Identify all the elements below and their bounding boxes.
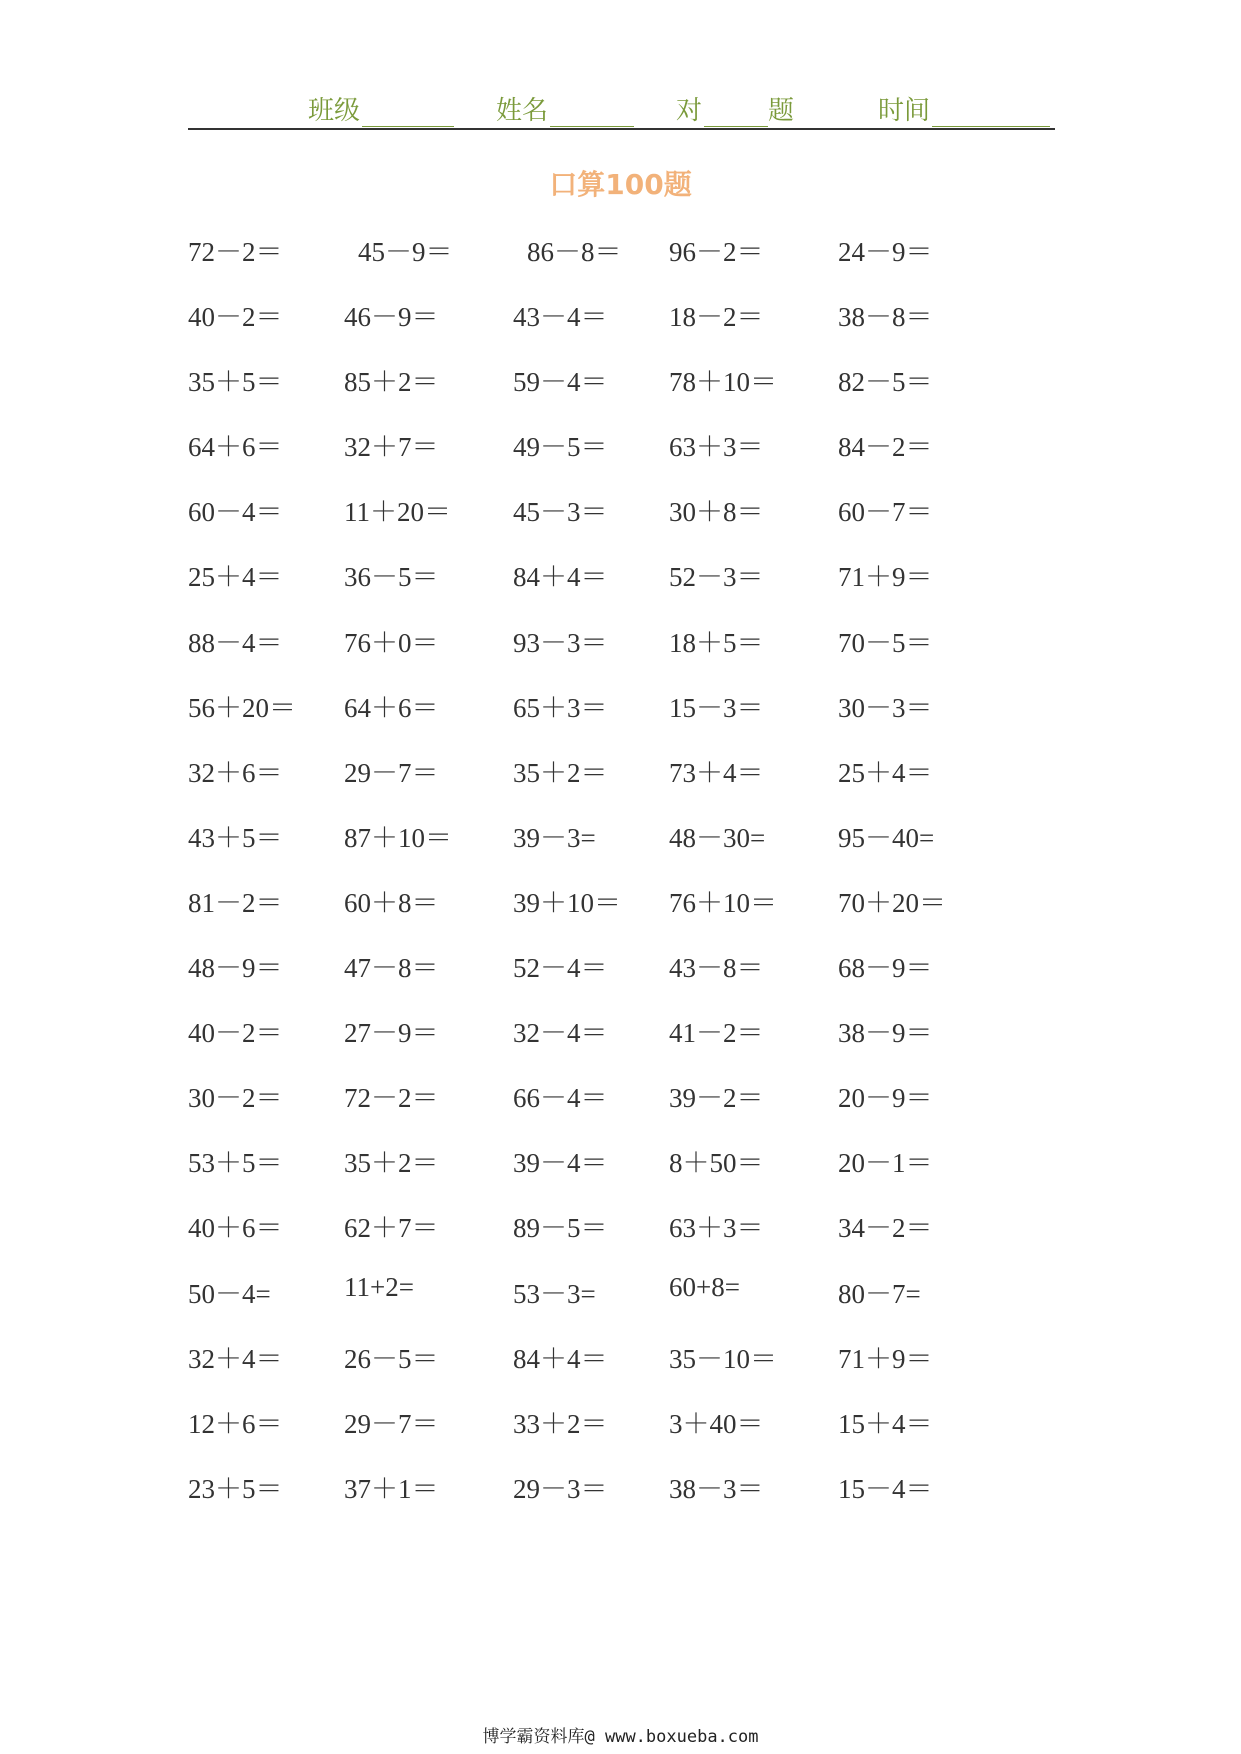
- class-blank[interactable]: [362, 100, 454, 127]
- problem-row: [188, 1402, 1088, 1467]
- footer-watermark: 博学霸资料库@ www.boxueba.com: [482, 1727, 759, 1747]
- problem-row: [188, 425, 1088, 490]
- problem-item: 15－4＝: [838, 1473, 933, 1504]
- problem-item: 52－4＝: [513, 953, 608, 984]
- problem-item: 32＋6＝: [188, 757, 283, 788]
- problem-item: 64＋6＝: [344, 692, 439, 723]
- problem-item: 38－3＝: [669, 1473, 764, 1504]
- class-field: [308, 90, 454, 127]
- problem-item: 82－5＝: [838, 367, 933, 398]
- problem-item: 45－3＝: [513, 497, 608, 528]
- problem-item: 37＋1＝: [344, 1473, 439, 1504]
- page-title: 口算100题: [549, 168, 692, 201]
- problem-item: 26－5＝: [344, 1343, 439, 1374]
- problem-item: 30＋8＝: [669, 497, 764, 528]
- problem-item: 43－8＝: [669, 953, 764, 984]
- problem-item: 39－2＝: [669, 1083, 764, 1114]
- problem-item: 60－7＝: [838, 497, 933, 528]
- correct-count-blank[interactable]: [704, 100, 768, 127]
- problem-item: 20－1＝: [838, 1148, 933, 1179]
- problem-item: 20－9＝: [838, 1083, 933, 1114]
- problem-item: 59－4＝: [513, 367, 608, 398]
- problem-item: 41－2＝: [669, 1018, 764, 1049]
- problem-item: 60+8=: [669, 1271, 740, 1302]
- problem-item: 73＋4＝: [669, 757, 764, 788]
- problem-item: 11+2=: [344, 1271, 414, 1302]
- time-label: 时间: [878, 96, 931, 126]
- problem-item: 40－2＝: [188, 302, 283, 333]
- problem-item: 66－4＝: [513, 1083, 608, 1114]
- time-blank[interactable]: [932, 100, 1050, 127]
- problem-item: 15＋4＝: [838, 1408, 933, 1439]
- problem-item: 48－9＝: [188, 953, 283, 984]
- problem-item: 27－9＝: [344, 1018, 439, 1049]
- problem-item: 35－10＝: [669, 1343, 777, 1374]
- problem-item: 89－5＝: [513, 1213, 608, 1244]
- problem-item: 88－4＝: [188, 627, 283, 658]
- problem-row: [188, 490, 1088, 555]
- problem-item: 70＋20＝: [838, 887, 946, 918]
- problem-row: [188, 360, 1088, 425]
- problem-item: 25＋4＝: [838, 757, 933, 788]
- correct-count-field: [676, 90, 794, 127]
- problem-item: 29－7＝: [344, 757, 439, 788]
- problem-item: 64＋6＝: [188, 432, 283, 463]
- problem-item: 38－9＝: [838, 1018, 933, 1049]
- problem-item: 3＋40＝: [669, 1408, 764, 1439]
- problem-item: 18－2＝: [669, 302, 764, 333]
- problem-item: 40＋6＝: [188, 1213, 283, 1244]
- problem-row: [188, 1076, 1088, 1141]
- name-field: [496, 90, 634, 127]
- correct-suffix: 题: [768, 96, 795, 126]
- problem-row: [188, 946, 1088, 1011]
- problem-item: 81－2＝: [188, 887, 283, 918]
- problem-item: 65＋3＝: [513, 692, 608, 723]
- problem-row: [188, 751, 1088, 816]
- problem-item: 71＋9＝: [838, 1343, 933, 1374]
- problem-item: 32＋4＝: [188, 1343, 283, 1374]
- problem-item: 45－9＝: [358, 237, 453, 267]
- problem-item: 87＋10＝: [344, 822, 452, 853]
- problem-item: 80－7=: [838, 1278, 921, 1309]
- problem-item: 35＋2＝: [344, 1148, 439, 1179]
- problem-item: 78＋10＝: [669, 367, 777, 398]
- problem-item: 35＋2＝: [513, 757, 608, 788]
- problem-item: 29－3＝: [513, 1473, 608, 1504]
- problem-item: 53＋5＝: [188, 1148, 283, 1179]
- problem-item: 95－40=: [838, 822, 935, 853]
- problem-item: 46－9＝: [344, 302, 439, 333]
- problem-item: 72－2＝: [188, 237, 283, 267]
- problem-item: 38－8＝: [838, 302, 933, 333]
- problem-item: 30－2＝: [188, 1083, 283, 1114]
- problem-row: [188, 686, 1088, 751]
- problem-item: 34－2＝: [838, 1213, 933, 1244]
- problem-item: 60＋8＝: [344, 887, 439, 918]
- problem-row: [188, 1206, 1088, 1271]
- problem-item: 56＋20＝: [188, 692, 296, 723]
- problem-item: 84－2＝: [838, 432, 933, 463]
- problem-item: 39＋10＝: [513, 887, 621, 918]
- problem-item: 76＋10＝: [669, 887, 777, 918]
- problem-item: 32－4＝: [513, 1018, 608, 1049]
- problem-item: 96－2＝: [669, 237, 764, 267]
- problem-row: [188, 555, 1088, 620]
- problem-item: 50－4=: [188, 1278, 271, 1309]
- problem-item: 72－2＝: [344, 1083, 439, 1114]
- problem-item: 53－3=: [513, 1278, 596, 1309]
- problem-row: [188, 1272, 1088, 1337]
- problem-item: 29－7＝: [344, 1408, 439, 1439]
- problem-grid: [188, 230, 1088, 1532]
- problem-item: 76＋0＝: [344, 627, 439, 658]
- problem-item: 43＋5＝: [188, 822, 283, 853]
- problem-item: 84＋4＝: [513, 562, 608, 593]
- problem-item: 60－4＝: [188, 497, 283, 528]
- problem-row: [188, 295, 1088, 360]
- problem-item: 18＋5＝: [669, 627, 764, 658]
- problem-item: 85＋2＝: [344, 367, 439, 398]
- problem-item: 62＋7＝: [344, 1213, 439, 1244]
- problem-row: [188, 1011, 1088, 1076]
- problem-row: [188, 881, 1088, 946]
- problem-item: 8＋50＝: [669, 1148, 764, 1179]
- class-label: 班级: [308, 96, 361, 126]
- problem-row: [188, 1467, 1088, 1532]
- problem-item: 52－3＝: [669, 562, 764, 593]
- problem-item: 12＋6＝: [188, 1408, 283, 1439]
- problem-item: 70－5＝: [838, 627, 933, 658]
- problem-item: 68－9＝: [838, 953, 933, 984]
- name-label: 姓名: [496, 96, 549, 126]
- problem-item: 35＋5＝: [188, 367, 283, 398]
- time-field: [878, 90, 1050, 127]
- problem-item: 40－2＝: [188, 1018, 283, 1049]
- problem-item: 23＋5＝: [188, 1473, 283, 1504]
- problem-item: 24－9＝: [838, 237, 933, 267]
- problem-item: 93－3＝: [513, 627, 608, 658]
- problem-item: 63＋3＝: [669, 1213, 764, 1244]
- problem-item: 84＋4＝: [513, 1343, 608, 1374]
- problem-row: [188, 621, 1088, 686]
- problem-item: 36－5＝: [344, 562, 439, 593]
- problem-item: 39－3=: [513, 822, 596, 853]
- problem-item: 30－3＝: [838, 692, 933, 723]
- problem-item: 11＋20＝: [344, 497, 451, 528]
- problem-item: 39－4＝: [513, 1148, 608, 1179]
- correct-label: 对: [676, 96, 703, 126]
- problem-item: 71＋9＝: [838, 562, 933, 593]
- problem-item: 15－3＝: [669, 692, 764, 723]
- problem-item: 49－5＝: [513, 432, 608, 463]
- problem-row: [188, 230, 1088, 295]
- problem-item: 25＋4＝: [188, 562, 283, 593]
- problem-item: 47－8＝: [344, 953, 439, 984]
- problem-item: 63＋3＝: [669, 432, 764, 463]
- problem-row: [188, 1337, 1088, 1402]
- problem-item: 48－30=: [669, 822, 766, 853]
- name-blank[interactable]: [550, 100, 634, 127]
- problem-item: 32＋7＝: [344, 432, 439, 463]
- problem-row: [188, 816, 1088, 881]
- problem-item: 43－4＝: [513, 302, 608, 333]
- problem-item: 33＋2＝: [513, 1408, 608, 1439]
- student-info-header: [188, 88, 1055, 130]
- problem-item: 86－8＝: [527, 237, 622, 267]
- problem-row: [188, 1141, 1088, 1206]
